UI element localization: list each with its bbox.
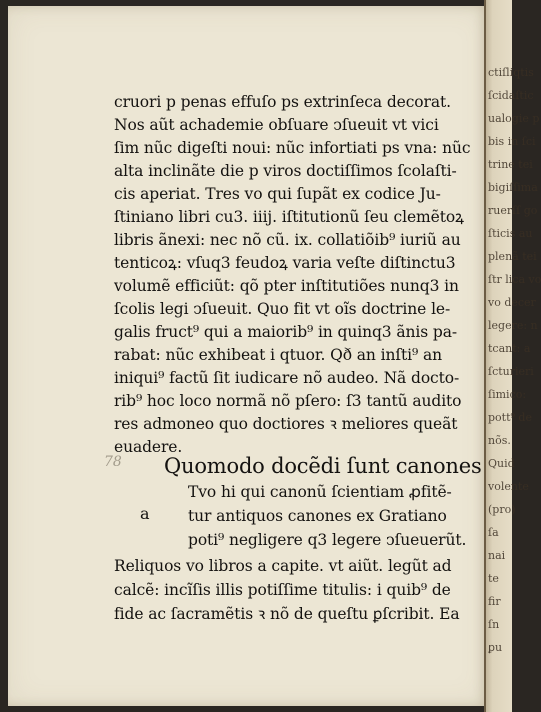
next-page-line: ꝑu	[488, 641, 503, 654]
text-line: tur antiquos canones ex Gratiano	[188, 507, 447, 525]
margin-letter: a	[140, 504, 150, 523]
next-page-line: ſn	[488, 618, 500, 631]
text-line: galis fruct⁹ qui a maiorib⁹ in quinq3 ãnis pa-	[114, 323, 458, 341]
text-line: ſim nũc digeſti noui: nũc infortiati ps vna: nũc	[114, 139, 471, 157]
next-page-line: (pro)	[488, 503, 516, 516]
text-line: Nos aũt achademie obſuare ↄſueuit vt vici	[114, 116, 439, 134]
marginalia-number: 78	[104, 454, 122, 470]
text-line: cruori p penas effuſo ps extrinſeca decorat.	[114, 93, 451, 111]
next-page-line: ualogie p	[488, 112, 540, 125]
next-page-line: te	[488, 572, 499, 585]
text-line: iniqui⁹ factũ ſit iudicare nõ audeo. Nã docto-	[114, 369, 460, 387]
next-page-line: trine tei	[488, 158, 533, 171]
next-page-line: fir	[488, 595, 501, 608]
next-page-line: plenã tei	[488, 250, 537, 263]
next-page-line: ſtr lica vo	[488, 273, 541, 286]
next-page-line: ſimico:	[488, 388, 527, 401]
text-line: Tvo hi qui canonũ ſcientiam ꝓfitẽ-	[188, 483, 452, 501]
text-line: rabat: nũc exhibeat i qtuor. Qð an inſti⁹ an	[114, 346, 442, 364]
text-line: poti⁹ negligere q3 legere ↄſueuerũt.	[188, 531, 467, 549]
next-page-line: Quid	[488, 457, 515, 470]
text-line: tenticoꝝ: vſuq3 feudoꝝ varia veſte diſtinctu3	[114, 254, 456, 272]
text-line: res admoneo quo doctiores ꝛ meliores queãt	[114, 415, 458, 433]
text-line: cis aperiat. Tres vo qui ſupãt ex codice Ju-	[114, 185, 441, 203]
text-line: libris ãnexi: nec nõ cũ. ix. collatiõib⁹ iuriũ au	[114, 231, 461, 249]
next-page-line: ſticis au	[488, 227, 533, 240]
next-page-line: ſcidaſtic	[488, 89, 534, 102]
next-page-line: volente	[488, 480, 529, 493]
text-line: Reliquos vo libros a capite. vt aiũt. legũt ad	[114, 557, 452, 575]
text-line: euadere.	[114, 438, 183, 456]
next-page-edge	[484, 0, 541, 712]
next-page-line: ſcturieri	[488, 365, 534, 378]
text-line: ſtiniano libri cu3. iiij. iſtitutionũ ſeu clemẽtoꝝ	[114, 208, 464, 226]
next-page-line: ctiſliqtis	[488, 66, 534, 79]
next-page-line: legere: n	[488, 319, 538, 332]
next-page-line: bigiſſima	[488, 181, 538, 194]
book-page	[8, 6, 488, 706]
page-gutter	[484, 0, 486, 712]
text-line: calcẽ: incĩſis illis potiſſime titulis: i quib⁹ de	[114, 581, 451, 599]
next-page-line: nai	[488, 549, 506, 562]
next-page-line: vo decer	[488, 296, 536, 309]
text-line: volumẽ efficiũt: qõ pter inſtitutiões nunq3 in	[114, 277, 459, 295]
section-heading: Quomodo docẽdi ſunt canones	[164, 454, 482, 478]
next-page-line: tcant: a	[488, 342, 531, 355]
next-page-line: pott⁹ de	[488, 411, 532, 424]
text-line: ſcolis legi ↄſueuit. Quo fit vt oĩs doctrine le-	[114, 300, 451, 318]
next-page-line: ruerſſ go	[488, 204, 538, 217]
next-page-line: ſa	[488, 526, 499, 539]
next-page-line: nõs.	[488, 434, 511, 447]
next-page-line: bis in ſci	[488, 135, 536, 148]
text-line: alta inclinãte die p viros doctiſſimos ſcolaſti-	[114, 162, 457, 180]
text-line: rib⁹ hoc loco normã nõ pſero: ſ3 tantũ audito	[114, 392, 462, 410]
text-line: fide ac ſacramẽtis ꝛ nõ de queſtu ꝑſcribit. Ea	[114, 605, 460, 623]
